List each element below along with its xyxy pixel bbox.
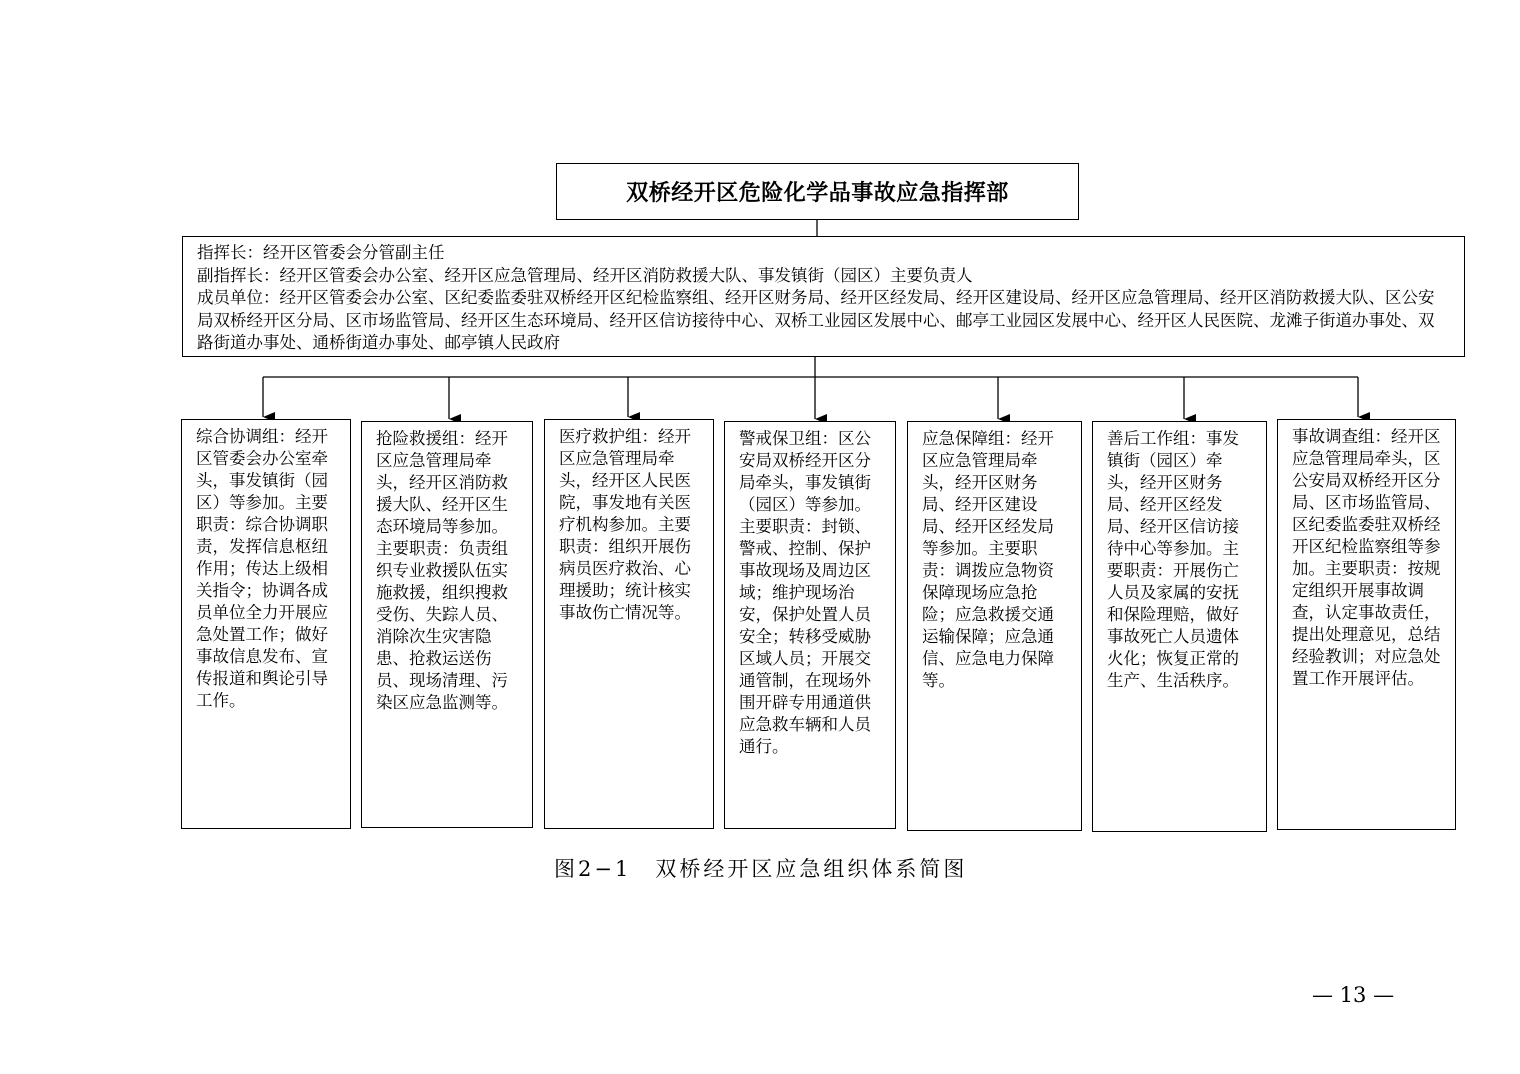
group-text: 抢险救援组：经开区应急管理局牵头，经开区消防救援大队、经开区生态环境局等参加。主要职责：负责组织专业救援队伍实施救援，组织搜救受伤、失踪人员、消除次生灾害隐患、抢救运送伤员、现场清理、污染区应急监测等。	[376, 429, 508, 712]
commander-line: 指挥长：经开区管委会分管副主任	[197, 243, 445, 262]
deputy-line: 副指挥长：经开区管委会办公室、经开区应急管理局、经开区消防救援大队、事发镇街（园区）主要负责人	[197, 265, 973, 285]
figure-caption: 图2−1 双桥经开区应急组织体系简图	[554, 857, 968, 881]
members-line: 成员单位：经开区管委会办公室、区纪委监委驻双桥经开区纪检监察组、经开区财务局、经开区经发局、经开区建设局、经开区应急管理局、经开区消防救援大队、区公安局双桥经开区分局、区市场监管局、经开区生态环境局、经开区信访接待中心、双桥工业园区发展中心、邮亭工业园区发展中心、经开区人民医院、龙滩子街道办事处、双路街道办事处、通桥街道办事处、邮亭镇人民政府	[197, 288, 1435, 352]
group-text: 综合协调组：经开区管委会办公室牵头，事发镇街（园区）等参加。主要职责：综合协调职责，发挥信息枢纽作用；传达上级相关指令；协调各成员单位全力开展应急处置工作；做好事故信息发布、宣传报道和舆论引导工作。	[196, 427, 328, 710]
group-box-investigation	[1277, 419, 1456, 830]
command-title: 双桥经开区危险化学品事故应急指挥部	[626, 180, 1009, 206]
group-box-comprehensive	[181, 419, 351, 829]
group-box-aftermath	[1092, 421, 1267, 832]
group-box-security	[724, 421, 896, 829]
page-number: — 13 —	[1312, 983, 1395, 1007]
group-text: 善后工作组：事发镇街（园区）牵头，经开区财务局、经开区经发局、经开区信访接待中心等参加。主要职责：开展伤亡人员及家属的安抚和保险理赔，做好事故死亡人员遗体火化；恢复正常的生产、生活秩序。	[1107, 429, 1239, 690]
group-text: 事故调查组：经开区应急管理局牵头，区公安局双桥经开区分局、区市场监管局、区纪委监委驻双桥经开区纪检监察组等参加。主要职责：按规定组织开展事故调查，认定事故责任，提出处理意见，总结经验教训；对应急处置工作开展评估。	[1292, 427, 1441, 688]
group-text: 应急保障组：经开区应急管理局牵头，经开区财务局、经开区建设局、经开区经发局等参加。主要职责：调拨应急物资保障现场应急抢险；应急救援交通运输保障；应急通信、应急电力保障等。	[922, 429, 1054, 690]
group-box-support	[907, 421, 1082, 831]
command-title-box	[556, 163, 1079, 220]
group-text: 医疗救护组：经开区应急管理局牵头，经开区人民医院，事发地有关医疗机构参加。主要职责：组织开展伤病员医疗救治、心理援助；统计核实事故伤亡情况等。	[559, 427, 691, 622]
command-info-box	[182, 236, 1465, 357]
group-box-rescue	[361, 421, 533, 828]
group-text: 警戒保卫组：区公安局双桥经开区分局牵头，事发镇街（园区）等参加。主要职责：封锁、警戒、控制、保护事故现场及周边区域；维护现场治安，保护处置人员安全；转移受威胁区域人员；开展交通管制，在现场外围开辟专用通道供应急救车辆和人员通行。	[739, 429, 871, 756]
group-box-medical	[544, 419, 714, 829]
